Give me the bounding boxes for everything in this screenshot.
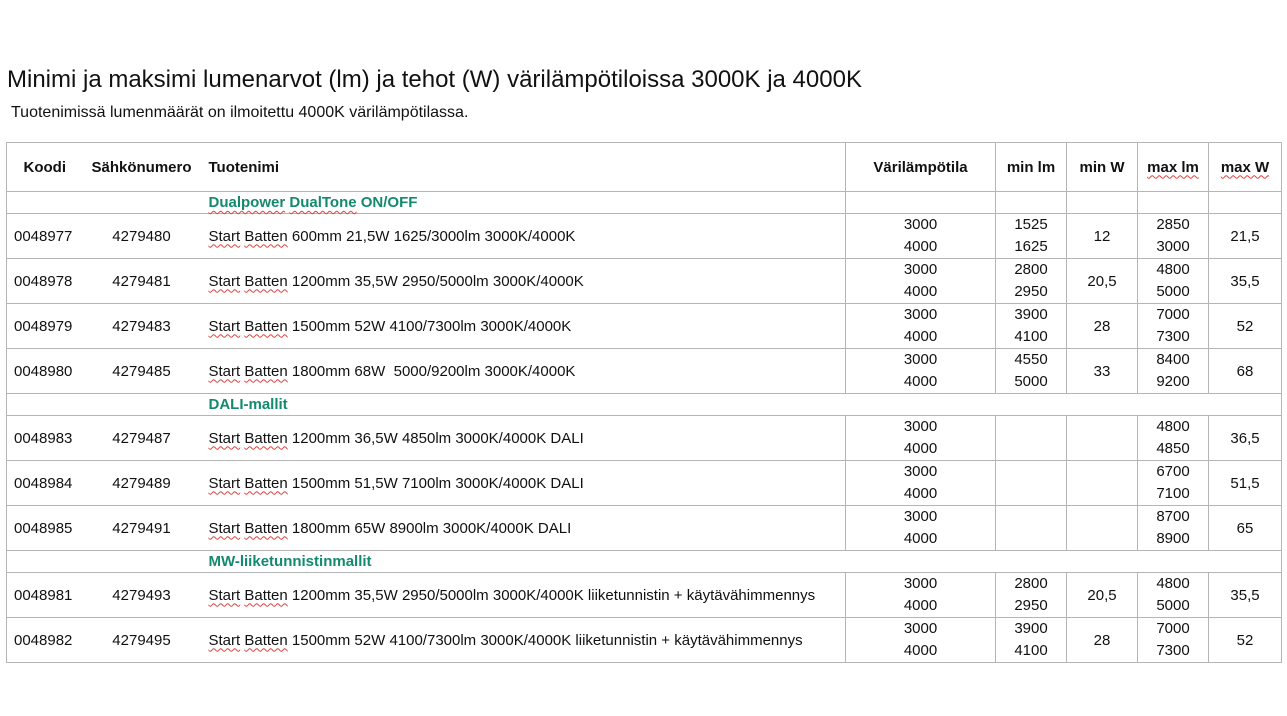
product-name-batten: Batten [244,227,288,245]
section-spacer [83,192,201,214]
header-max-w [1209,143,1282,192]
header-color-temperature: Värilämpötila [846,143,996,192]
product-name-start: Start [208,429,241,447]
min-lm [996,573,1067,618]
section-spacer [846,192,996,214]
product-code: 0048982 [7,618,83,663]
product-name-batten: Batten [244,474,288,492]
max-lm-value: 4800 [1156,418,1190,435]
section-spacer [1138,192,1209,214]
product-name [201,506,846,551]
min-w: 20,5 [1067,259,1138,304]
section-spacer [1209,192,1282,214]
max-lm-value: 8700 [1156,508,1190,525]
min-lm-value [996,416,1066,438]
header-min-w: min W [1067,143,1138,192]
min-lm-value [996,461,1066,483]
max-lm [1138,214,1209,259]
product-name-start: Start [208,272,241,290]
section-name [201,192,846,214]
section-spacer [7,551,83,573]
section-spacer [7,192,83,214]
max-w: 35,5 [1209,259,1282,304]
electric-number: 4279491 [83,506,201,551]
min-lm-value: 2800 [1014,575,1048,592]
product-name-rest: 1500mm 52W 4100/7300lm 3000K/4000K [287,317,572,335]
min-lm-value: 2800 [1014,261,1048,278]
min-w: 28 [1067,304,1138,349]
min-lm-value [996,528,1066,550]
product-name [201,416,846,461]
max-lm-value: 7000 [1156,620,1190,637]
max-lm [1138,573,1209,618]
max-lm [1138,259,1209,304]
min-lm [996,618,1067,663]
electric-number: 4279487 [83,416,201,461]
product-name [201,461,846,506]
product-name-batten: Batten [244,631,288,649]
header-electric-number: Sähkönumero [83,143,201,192]
max-lm-value: 7300 [1156,642,1190,659]
max-lm-value: 6700 [1156,463,1190,480]
section-spacer [83,394,201,416]
max-w: 65 [1209,506,1282,551]
color-temperature [846,461,996,506]
section-spacer [1209,394,1282,416]
product-name [201,349,846,394]
product-code: 0048985 [7,506,83,551]
header-product-name: Tuotenimi [201,143,846,192]
color-temperature-value: 4000 [903,440,938,457]
min-lm-value: 5000 [1014,373,1048,390]
section-name-part: MW-liiketunnistinmallit [208,553,372,570]
max-w: 52 [1209,304,1282,349]
min-lm-value: 1625 [1014,238,1048,255]
section-spacer [1067,551,1138,573]
product-name-batten: Batten [244,519,288,537]
section-name [201,394,846,416]
product-name [201,214,846,259]
color-temperature-value: 3000 [903,620,938,637]
color-temperature-value: 3000 [903,216,938,233]
section-spacer [7,394,83,416]
min-lm [996,259,1067,304]
min-w: 28 [1067,618,1138,663]
table-row [7,304,1282,349]
max-w: 68 [1209,349,1282,394]
table-row [7,214,1282,259]
max-lm [1138,461,1209,506]
electric-number: 4279483 [83,304,201,349]
max-lm [1138,506,1209,551]
min-w [1067,506,1138,551]
table-row [7,573,1282,618]
table-row [7,506,1282,551]
header-min-lm: min lm [996,143,1067,192]
min-lm [996,461,1067,506]
max-w: 52 [1209,618,1282,663]
min-lm-value: 4100 [1014,642,1048,659]
max-w: 36,5 [1209,416,1282,461]
section-spacer [1209,551,1282,573]
product-name-start: Start [208,631,241,649]
product-code: 0048984 [7,461,83,506]
min-lm-value: 4550 [1014,351,1048,368]
product-name-rest: 1500mm 51,5W 7100lm 3000K/4000K DALI [287,474,584,492]
product-name-batten: Batten [244,429,288,447]
section-name-part: Dualpower [208,194,286,211]
max-lm-value: 4850 [1156,440,1190,457]
section-spacer [996,551,1067,573]
product-name-start: Start [208,586,241,604]
min-w: 20,5 [1067,573,1138,618]
section-header-row [7,394,1282,416]
table-row [7,349,1282,394]
electric-number: 4279495 [83,618,201,663]
min-lm [996,349,1067,394]
max-lm [1138,349,1209,394]
section-spacer [1138,551,1209,573]
product-code: 0048981 [7,573,83,618]
product-name-rest: 1200mm 35,5W 2950/5000lm 3000K/4000K [287,272,584,290]
min-w: 12 [1067,214,1138,259]
section-spacer [1067,192,1138,214]
max-lm-value: 4800 [1156,261,1190,278]
color-temperature [846,259,996,304]
header-row [7,143,1282,192]
section-name [201,551,846,573]
section-header-row [7,551,1282,573]
min-lm [996,214,1067,259]
header-max-w-text: max W [1220,158,1270,176]
electric-number: 4279480 [83,214,201,259]
product-name [201,618,846,663]
product-code: 0048977 [7,214,83,259]
page-title: Minimi ja maksimi lumenarvot (lm) ja tehot (W) värilämpötiloissa 3000K ja 4000K [7,66,862,93]
max-w: 51,5 [1209,461,1282,506]
section-spacer [846,551,996,573]
page-subtitle: Tuotenimissä lumenmäärät on ilmoitettu 4000K värilämpötilassa. [11,104,469,121]
electric-number: 4279493 [83,573,201,618]
min-lm-value: 4100 [1014,328,1048,345]
max-w: 35,5 [1209,573,1282,618]
section-spacer [83,551,201,573]
max-lm-value: 5000 [1156,283,1190,300]
max-lm-value: 7000 [1156,306,1190,323]
color-temperature [846,573,996,618]
color-temperature-value: 3000 [903,351,938,368]
min-lm-value: 1525 [1014,216,1048,233]
min-w [1067,461,1138,506]
max-lm [1138,618,1209,663]
min-lm [996,506,1067,551]
product-name-batten: Batten [244,362,288,380]
max-lm-value: 3000 [1156,238,1190,255]
max-lm-value: 2850 [1156,216,1190,233]
color-temperature-value: 4000 [903,373,938,390]
product-name-rest: 1800mm 68W 5000/9200lm 3000K/4000K [287,362,576,380]
product-name [201,304,846,349]
product-name-rest: 1200mm 36,5W 4850lm 3000K/4000K DALI [287,429,584,447]
product-name-batten: Batten [244,586,288,604]
table-row [7,618,1282,663]
section-name-part: DualTone [289,194,357,211]
product-name-rest: 600mm 21,5W 1625/3000lm 3000K/4000K [287,227,576,245]
min-lm [996,416,1067,461]
color-temperature-value: 4000 [903,485,938,502]
product-name-start: Start [208,317,241,335]
product-code: 0048978 [7,259,83,304]
color-temperature [846,416,996,461]
product-name-start: Start [208,362,241,380]
max-lm-value: 5000 [1156,597,1190,614]
color-temperature-value: 3000 [903,306,938,323]
electric-number: 4279485 [83,349,201,394]
header-max-lm [1138,143,1209,192]
section-name-part: ON/OFF [356,194,418,211]
header-max-text: max lm [1147,158,1199,176]
product-name-rest: 1500mm 52W 4100/7300lm 3000K/4000K liiketunnistin + käytävähimmennys [287,631,803,649]
electric-number: 4279481 [83,259,201,304]
section-name-part: DALI-mallit [208,396,288,413]
max-lm-value: 7300 [1156,328,1190,345]
section-spacer [846,394,996,416]
product-code: 0048983 [7,416,83,461]
product-name-batten: Batten [244,272,288,290]
max-w: 21,5 [1209,214,1282,259]
max-lm [1138,304,1209,349]
min-lm-value [996,483,1066,505]
table-row [7,259,1282,304]
product-name-batten: Batten [244,317,288,335]
color-temperature-value: 3000 [903,418,938,435]
color-temperature [846,349,996,394]
min-w: 33 [1067,349,1138,394]
product-name-start: Start [208,227,241,245]
color-temperature-value: 4000 [903,530,938,547]
color-temperature-value: 4000 [903,597,938,614]
color-temperature [846,214,996,259]
min-lm-value [996,438,1066,460]
color-temperature-value: 4000 [903,238,938,255]
product-code: 0048980 [7,349,83,394]
product-name [201,259,846,304]
product-name-start: Start [208,519,241,537]
max-lm-value: 4800 [1156,575,1190,592]
product-name-rest: 1200mm 35,5W 2950/5000lm 3000K/4000K liiketunnistin + käytävähimmennys [287,586,816,604]
electric-number: 4279489 [83,461,201,506]
section-spacer [1067,394,1138,416]
max-lm-value: 7100 [1156,485,1190,502]
color-temperature-value: 4000 [903,283,938,300]
header-code: Koodi [7,143,83,192]
color-temperature-value: 3000 [903,508,938,525]
product-table [6,142,1282,663]
color-temperature-value: 4000 [903,642,938,659]
max-lm [1138,416,1209,461]
min-lm-value: 3900 [1014,620,1048,637]
max-lm-value: 8400 [1156,351,1190,368]
section-header-row [7,192,1282,214]
table-row [7,461,1282,506]
min-lm-value [996,506,1066,528]
product-name-start: Start [208,474,241,492]
section-spacer [1138,394,1209,416]
color-temperature-value: 3000 [903,575,938,592]
color-temperature [846,506,996,551]
min-w [1067,416,1138,461]
color-temperature-value: 4000 [903,328,938,345]
color-temperature-value: 3000 [903,463,938,480]
section-spacer [996,192,1067,214]
color-temperature-value: 3000 [903,261,938,278]
max-lm-value: 9200 [1156,373,1190,390]
min-lm [996,304,1067,349]
table-row [7,416,1282,461]
color-temperature [846,618,996,663]
min-lm-value: 3900 [1014,306,1048,323]
min-lm-value: 2950 [1014,283,1048,300]
section-spacer [996,394,1067,416]
product-name [201,573,846,618]
color-temperature [846,304,996,349]
min-lm-value: 2950 [1014,597,1048,614]
product-code: 0048979 [7,304,83,349]
max-lm-value: 8900 [1156,530,1190,547]
product-name-rest: 1800mm 65W 8900lm 3000K/4000K DALI [287,519,572,537]
